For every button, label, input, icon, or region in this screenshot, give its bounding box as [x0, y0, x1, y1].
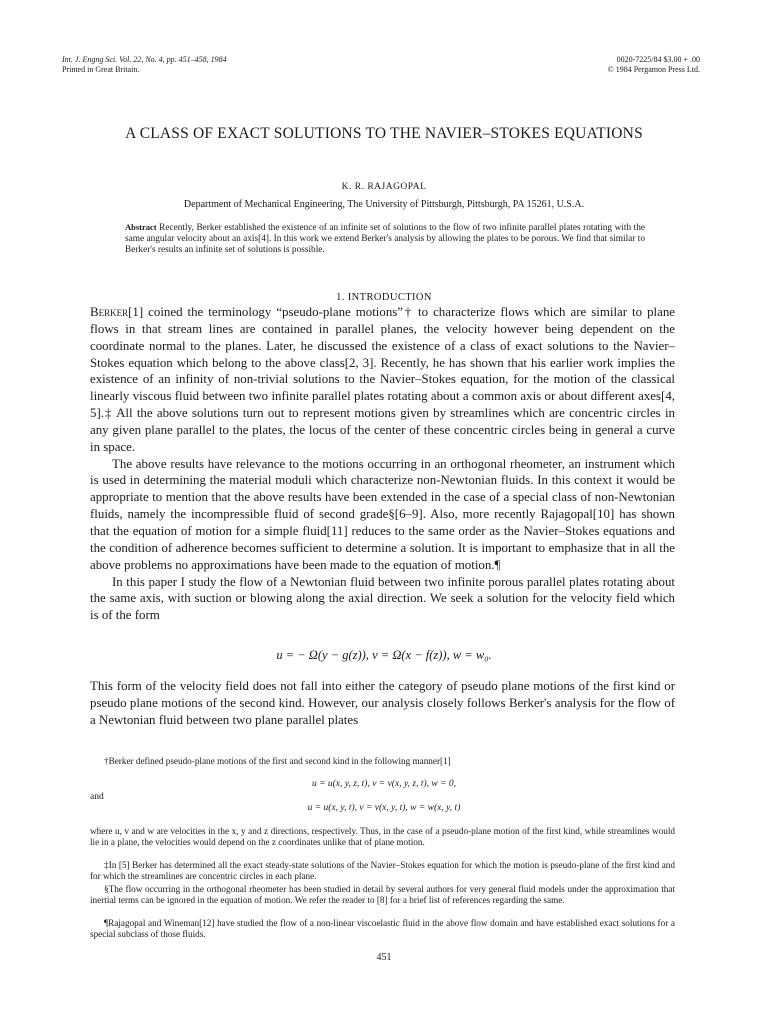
footnote-and: and: [90, 792, 104, 802]
paper-author: K. R. RAJAGOPAL: [341, 182, 427, 192]
paragraph-4: This form of the velocity field does not fall into either the category of pseudo plane motions of the first kind or pseudo plane motions of the second kind. However, our analysis closely follows Berker's analysis for the flow of a Newtonian fluid between two plane parallel plates: [90, 679, 675, 727]
footnote-equation-1: u = u(x, y, z, t), v = v(x, y, z, t), w = 0,: [311, 779, 457, 789]
page-number: 451: [376, 952, 392, 963]
citation-line: Int. J. Engng Sci. Vol. 22, No. 4, pp. 451–458, 1984: [62, 55, 227, 64]
abstract-text: Recently, Berker established the existence of an infinite set of solutions to the flow of two infinite parallel plates rotating with the same angular velocity about an axis[4]. In this work we extend Berker's analysis by allowing the plates to be porous. We find that similar to Berker's results an infinite set of solutions is possible.: [125, 223, 645, 255]
paragraph-3: In this paper I study the flow of a Newtonian fluid between two infinite porous parallel plates rotating about the same axis, with suction or blowing along the axial direction. We seek a solution for the velocity field which is of the form: [90, 574, 675, 623]
paper-title: A CLASS OF EXACT SOLUTIONS TO THE NAVIER–STOKES EQUATIONS: [125, 125, 643, 142]
footnote-section-mark: §The flow occurring in the orthogonal rheometer has been studied in detail by several authors for very general fluid models under the approximation that inertial terms can be ignored in the equation of motion. We refer the reader to [8] for a brief list of references regarding the same.: [90, 884, 675, 905]
paragraph-1-text: [1] coined the terminology “pseudo-plane motions”† to characterize flows which are similar to plane flows in that stream lines are contained in parallel planes, the velocity however being dependent on the coordinate normal to the planes. Later, he discussed the existence of a class of exact solutions to the Navier–Stokes equation which belong to the above class[2, 3]. Recently, he has shown that his earlier work implies the existence of an infinity of non-trivial solutions to the Navier–Stokes equation, for the motion of the classical linearly viscous fluid between two infinite parallel plates rotating about a common axis or about different axes[4, 5].‡ All the above solutions turn out to represent motions given by streamlines which are concentric circles in any given plane parallel to the plates, the locus of the center of these concentric circles being in general a curve in space.: [90, 305, 675, 454]
footnote-dagger: †Berker defined pseudo-plane motions of the first and second kind in the following manner[1]: [104, 756, 451, 766]
copyright-line: © 1984 Pergamon Press Ltd.: [607, 65, 700, 74]
abstract: [125, 222, 645, 255]
abstract-label: Abstract: [125, 222, 157, 232]
printed-in-line: Printed in Great Britain.: [62, 65, 140, 74]
paragraph-1-lead: Berker: [90, 305, 129, 319]
footnote-dagger-continued: where u, v and w are velocities in the x, y and z directions, respectively. Thus, in the case of a pseudo-plane motion of the first kind, while streamlines would lie in a plane, the velocities would depend on the z coordinates unlike that of plane motion.: [90, 826, 675, 847]
author-affiliation: Department of Mechanical Engineering, The University of Pittsburgh, Pittsburgh, PA 15261, U.S.A.: [183, 199, 585, 210]
velocity-equation: u = − Ω(y − g(z)), v = Ω(x − f(z)), w = w₀.: [276, 648, 492, 662]
footnote-pilcrow: ¶Rajagopal and Wineman[12] have studied the flow of a non-linear viscoelastic fluid in the above flow domain and have established exact solutions for a special subclass of those fluids.: [90, 918, 675, 939]
footnote-equation-2: u = u(x, y, t), v = v(x, y, t), w = w(x, y, t): [307, 803, 461, 813]
issn-price-line: 0020-7225/84 $3.00 + .00: [616, 55, 700, 64]
footnote-double-dagger: ‡In [5] Berker has determined all the exact steady-state solutions of the Navier–Stokes equation for which the motion is pseudo-plane of the first kind and for which the streamlines are concentric circles in each plane.: [90, 860, 675, 881]
body-text: [90, 304, 675, 624]
journal-citation: [62, 55, 227, 75]
copyright-block: [608, 55, 700, 75]
paragraph-2: The above results have relevance to the motions occurring in an orthogonal rheometer, an instrument which is used in determining the material moduli which characterize non-Newtonian fluids. In this context it would be appropriate to mention that the above results have been extended in the case of a special class of non-Newtonian fluids, namely the incompressible fluid of second grade§[6–9]. Also, more recently Rajagopal[10] has shown that the equation of motion for a simple fluid[11] reduces to the same order as the Navier–Stokes equations and the condition of adherence becomes sufficient to determine a solution. It is important to emphasize that in all the above problems no approximations have been made to the equation of motion.¶: [90, 456, 675, 572]
paragraph-1: [90, 304, 675, 456]
section-heading: 1. INTRODUCTION: [336, 292, 432, 303]
